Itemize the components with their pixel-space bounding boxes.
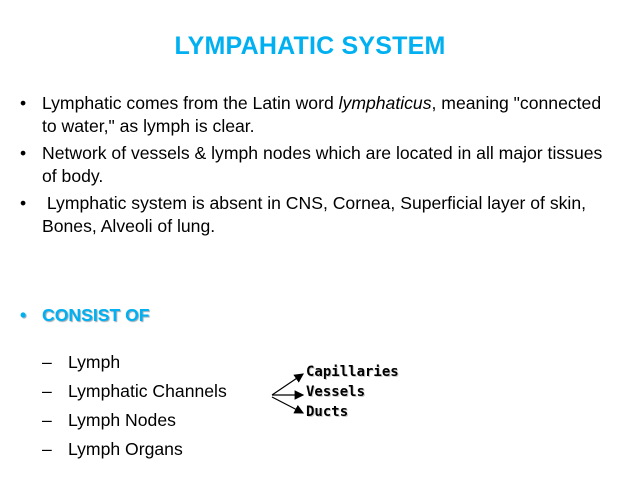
bullet-text: Lymphatic comes from the Latin word [42,93,339,113]
dash-marker: – [42,381,52,401]
latin-word: lymphaticus [338,93,432,113]
dash-marker: – [42,439,52,459]
channel-ducts: Ducts [306,404,349,420]
component-label: Lymph Organs [68,439,183,459]
dash-marker: – [42,410,52,430]
channel-capillaries: Capillaries [306,364,399,380]
consist-label: CONSIST OF [42,305,150,325]
channel-vessels: Vessels [306,384,366,400]
bullet-text: Network of vessels & lymph nodes which are located in all major tissues of body. [42,143,603,186]
arrow-to-capillaries [272,374,303,395]
slide-title: LYMPAHATIC SYSTEM [174,32,446,60]
component-label: Lymph Nodes [68,410,176,430]
bullet-marker: • [20,143,27,163]
arrow-to-ducts [272,397,303,413]
component-label: Lymphatic Channels [68,381,227,401]
bullet-marker: • [20,93,27,113]
channel-types [306,362,399,422]
bullet-text: , meaning "connected to water," as lymph is clear. [42,93,602,136]
bullet-marker: • [20,305,27,325]
bullet-text: Lymphatic system is absent in CNS, Cornea, Superficial layer of skin, Bones, Alveoli of lung. [42,193,591,236]
bullet-marker: • [20,193,27,213]
component-label: Lymph [68,352,121,372]
dash-marker: – [42,352,52,372]
